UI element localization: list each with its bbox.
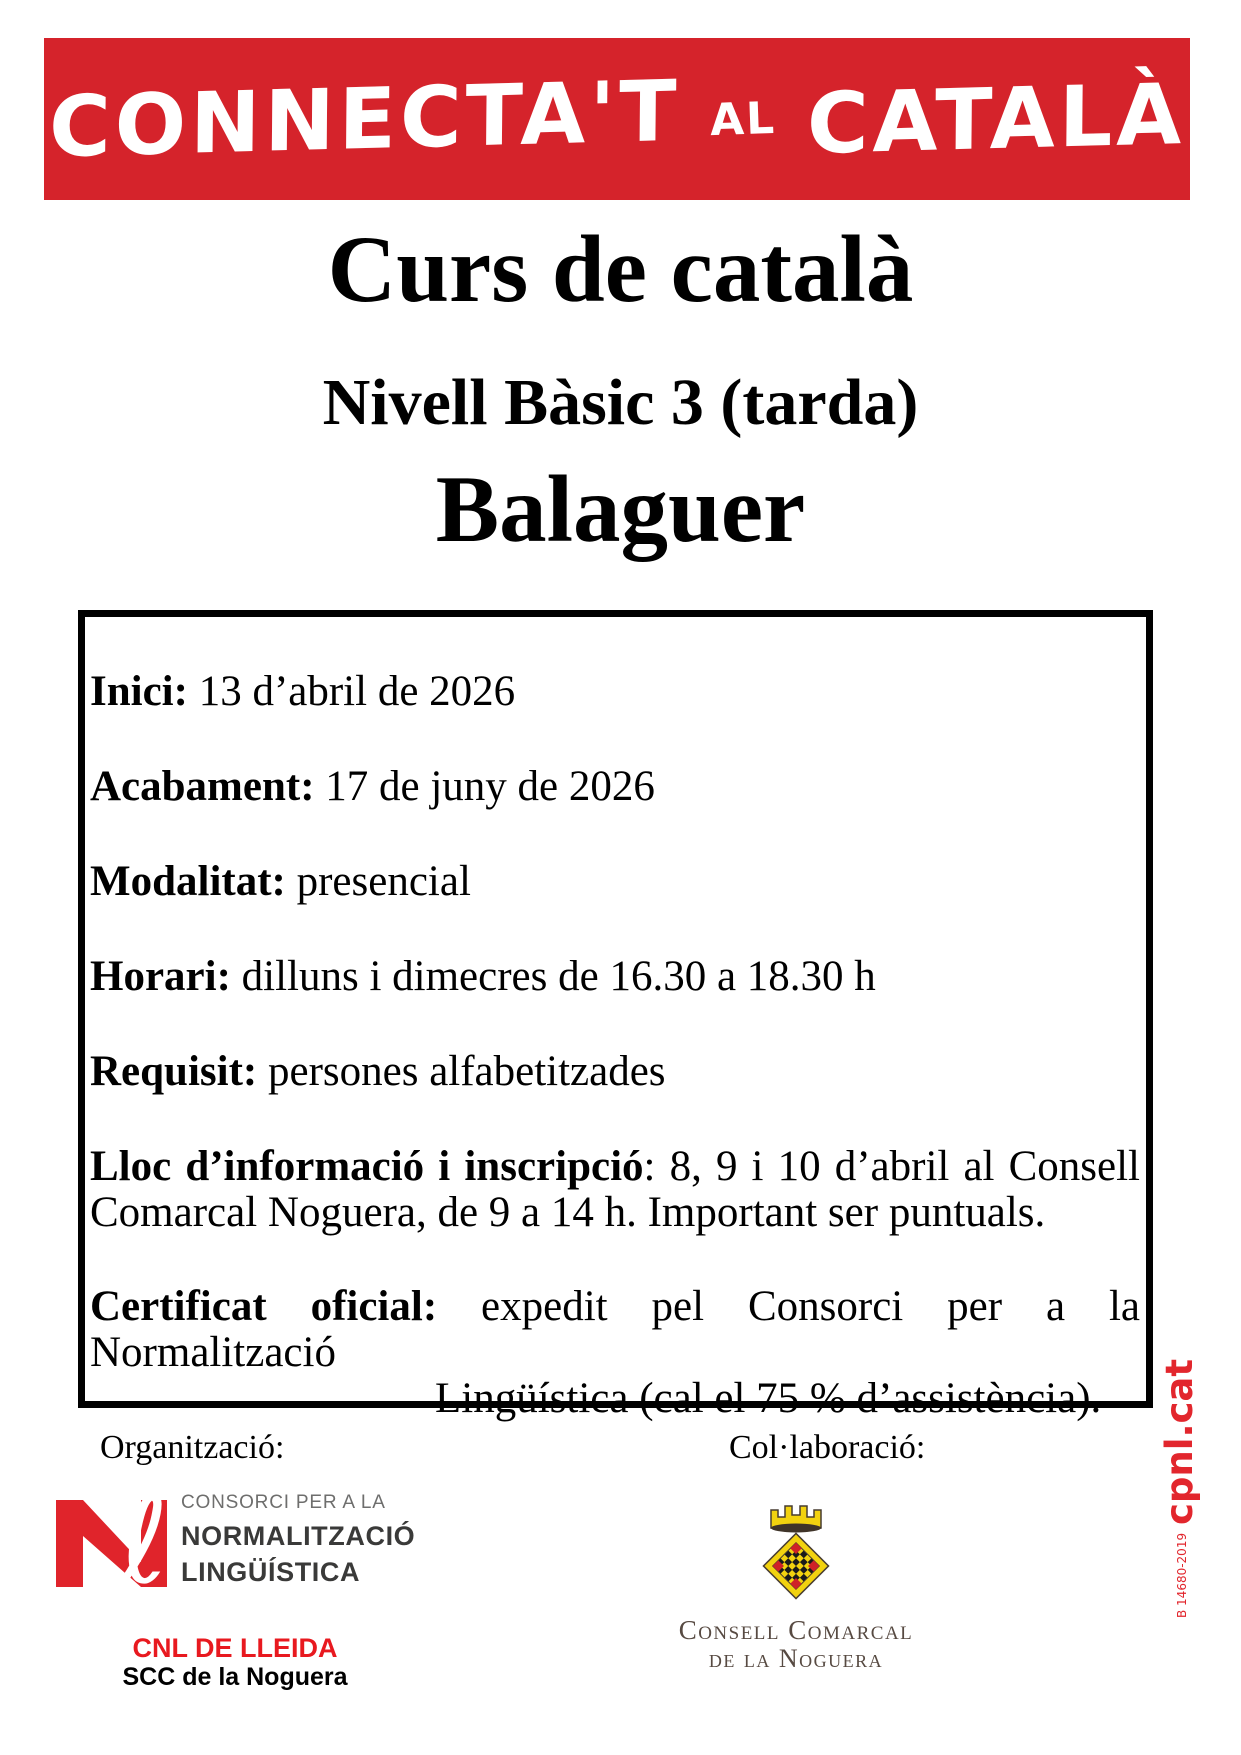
cnl-lleida-label: CNL DE LLEIDA [132,1633,338,1663]
scc-noguera-label: SCC de la Noguera [122,1663,348,1691]
cpnl-cat-vertical-label: cpnl.cat [1158,1358,1201,1525]
detail-modalitat [90,859,1140,905]
connectat-banner [44,38,1190,200]
course-details-box [78,610,1153,1422]
consell-logo-text [660,1615,932,1673]
cnl-block [85,1633,385,1691]
detail-lloc-label: Lloc d’informació i inscripció [90,1143,644,1190]
consell-logo-line2: de la Noguera [708,1644,884,1673]
detail-acabament-value: 17 de juny de 2026 [314,763,655,810]
detail-horari [90,954,1140,1000]
cpnl-logo-line3: LINGÜÍSTICA [181,1557,361,1587]
detail-inici-value: 13 d’abril de 2026 [187,668,516,715]
detail-inici [90,669,1140,715]
detail-lloc-line2: Comarcal Noguera, de 9 a 14 h. Important ser puntuals. [90,1189,1046,1236]
consell-logo-line1: Consell Comarcal [678,1615,914,1645]
detail-modalitat-label: Modalitat: [90,858,286,905]
registry-number: B 14680-2019 [1175,1532,1189,1618]
course-level: Nivell Bàsic 3 (tarda) [322,366,919,439]
course-city: Balaguer [435,456,806,562]
detail-inici-label: Inici: [90,668,188,715]
cpnl-logo [56,1472,416,1610]
banner-word-connectat: CONNECTA'T [48,61,681,177]
detail-lloc-line1-rest: : 8, 9 i 10 d’abril al Consell [643,1143,1141,1190]
detail-certificat [90,1284,1140,1422]
collaboracio-label: Col·laboració: [729,1429,926,1466]
detail-requisit-value: persones alfabetitzades [257,1048,666,1095]
banner-word-catala: CATALÀ [806,65,1186,173]
detail-lloc [90,1144,1140,1236]
organitzacio-label: Organització: [100,1429,285,1466]
cpnl-script-l: ℓ [120,1472,169,1610]
detail-horari-label: Horari: [90,953,231,1000]
detail-horari-value: dilluns i dimecres de 16.30 a 18.30 h [230,953,876,1000]
detail-acabament [90,764,1140,810]
detail-certificat-line2: Lingüística (cal el 75 % d’assistència). [435,1375,1102,1422]
cpnl-logo-text [181,1486,415,1593]
banner-word-al: AL [709,92,778,146]
lozenge-icon [763,1533,828,1598]
detail-acabament-label: Acabament: [90,763,315,810]
detail-lloc-line1 [90,1144,1140,1190]
detail-requisit [90,1049,1140,1095]
cpnl-n-icon [56,1472,169,1610]
consell-comarcal-logo [660,1498,932,1673]
page-title: Curs de català [327,216,914,322]
detail-modalitat-value: presencial [285,858,471,905]
detail-certificat-line1 [90,1284,1140,1376]
cpnl-logo-line1: CONSORCI PER A LA [181,1492,386,1513]
cpnl-logo-line2: NORMALITZACIÓ [181,1521,416,1551]
consell-crest-icon [759,1498,833,1602]
detail-certificat-label: Certificat oficial: [90,1283,438,1330]
detail-certificat-line1-rest: expedit pel Consorci per a la Normalització [90,1283,1140,1376]
detail-requisit-label: Requisit: [90,1048,258,1095]
